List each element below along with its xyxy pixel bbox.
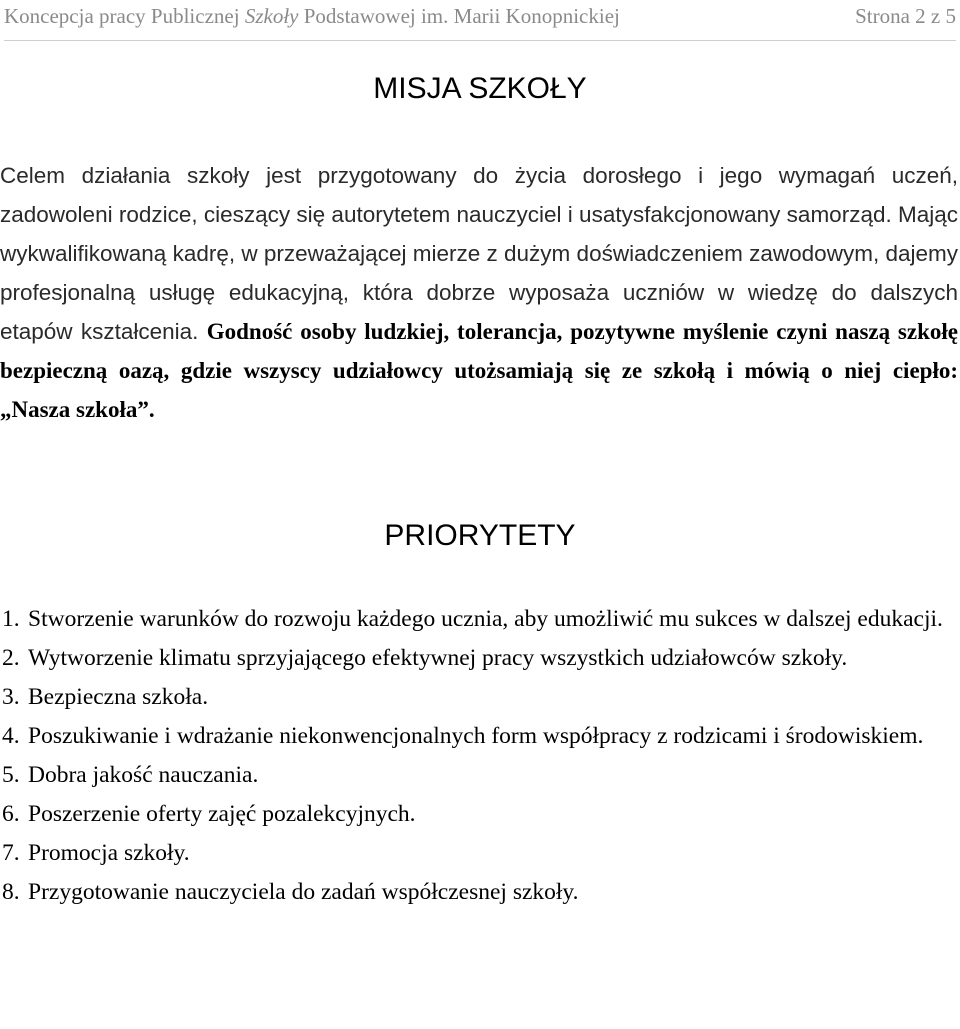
item-number: 3. (2, 684, 20, 710)
item-text: Poszukiwanie i wdrażanie niekonwencjonalnych form współpracy z rodzicami i środowiskiem. (28, 723, 924, 749)
mission-text: Celem działania szkoły jest przygotowany do życia dorosłego i jego wymagań uczeń, zadowoleni rodzice, cieszący się autorytetem nauczyciel i usatysfakcjonowany samorząd. Mając wykwalifikowaną kadrę, w przeważającej mierze z dużym doświadczeniem zawodowym, dajemy profesjonalną usługę edukacyjną, która dobrze wyposaża uczniów w wiedzę do dalszych etapów kształcenia. (0, 163, 958, 344)
title-italic-text: Szkoły (244, 4, 299, 28)
priorities-list (0, 600, 960, 912)
mission-text-bold: Godność osoby ludzkiej, tolerancja, pozytywne myślenie czyni naszą szkołę bezpieczną oazą, gdzie wszyscy udziałowcy utożsamiają się ze szkołą i mówią o niej ciepło: „Nasza szkoła”. (0, 319, 958, 422)
list-item (0, 600, 960, 639)
document-title (4, 4, 620, 29)
list-item (0, 834, 960, 873)
item-text: Promocja szkoły. (28, 840, 190, 866)
item-text: Stworzenie warunków do rozwoju każdego ucznia, aby umożliwić mu sukces w dalszej edukacji. (28, 606, 943, 632)
list-item (0, 678, 960, 717)
list-item (0, 873, 960, 912)
list-item (0, 795, 960, 834)
item-text: Bezpieczna szkoła. (28, 684, 209, 710)
item-text: Poszerzenie oferty zajęć pozalekcyjnych. (28, 801, 416, 827)
list-item (0, 717, 960, 756)
list-item (0, 639, 960, 678)
title-text: Koncepcja pracy Publicznej (4, 4, 245, 28)
page-header (4, 0, 956, 36)
item-text: Przygotowanie nauczyciela do zadań współczesnej szkoły. (28, 879, 579, 905)
mission-heading: MISJA SZKOŁY (373, 72, 587, 105)
list-item (0, 756, 960, 795)
header-divider (4, 40, 956, 41)
item-number: 5. (2, 762, 20, 788)
item-number: 4. (2, 723, 20, 749)
item-number: 2. (2, 645, 20, 671)
item-number: 8. (2, 879, 20, 905)
priorities-heading: PRIORYTETY (384, 519, 576, 552)
item-text: Wytworzenie klimatu sprzyjającego efektywnej pracy wszystkich udziałowców szkoły. (28, 645, 848, 671)
mission-paragraph (0, 156, 958, 429)
item-number: 1. (2, 606, 20, 632)
page-number: Strona 2 z 5 (855, 4, 956, 28)
item-number: 6. (2, 801, 20, 827)
title-text-end: Podstawowej im. Marii Konopnickiej (298, 4, 620, 28)
item-number: 7. (2, 840, 20, 866)
item-text: Dobra jakość nauczania. (28, 762, 259, 788)
